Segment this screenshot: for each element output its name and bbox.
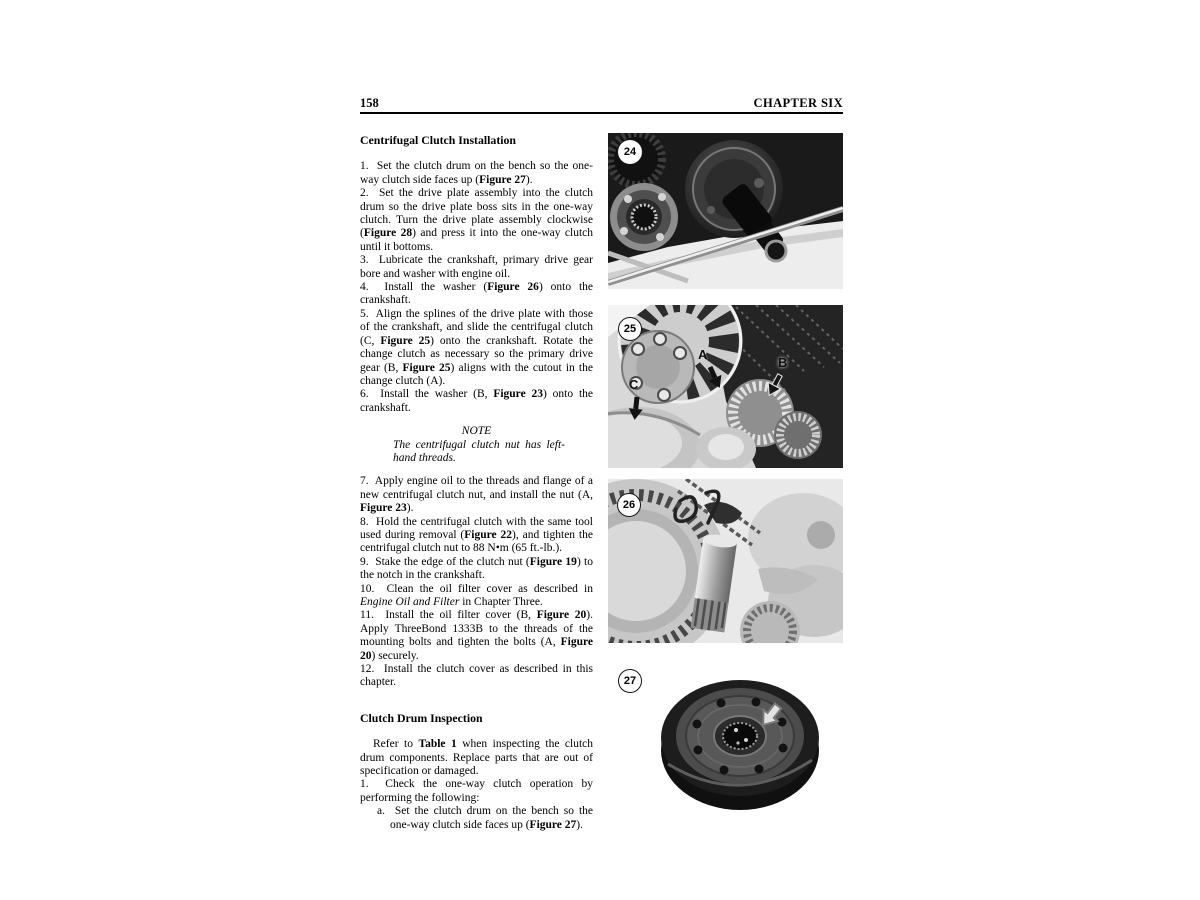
figure-24-number-badge: 24 [618,140,642,164]
figure-27-number-badge: 27 [618,669,642,693]
primary-gear-photo-art [608,479,843,643]
section-heading-installation: Centrifugal Clutch Installation [360,133,516,147]
install-step-11: 11. Install the oil filter cover (B, Figure 20). Apply ThreeBond 1333B to the threads of the mounting bolts and tighten the bolts (A, Figure 20) securely. [360,609,593,662]
install-step-10: 10. Clean the oil filter cover as described in Engine Oil and Filter in Chapter Three. [360,582,593,608]
install-step-9: 9. Stake the edge of the clutch nut (Figure 19) to the notch in the crankshaft. [360,555,593,582]
figure-25-photo [608,305,843,468]
figure-26-photo [608,479,843,643]
figure-26-number-badge: 26 [617,493,641,517]
install-step-4: 4. Install the washer (Figure 26) onto the crankshaft. [360,281,594,307]
note-label: NOTE [461,425,492,438]
text-column [360,134,593,832]
install-step-7: 7. Apply engine oil to the threads and flange of a new centrifugal clutch nut, and install the nut (A, Figure 23). [360,475,593,515]
page-number: 158 [360,96,379,110]
inspection-intro: Refer to Table 1 when inspecting the clutch drum components. Replace parts that are out of specification or damaged. [360,738,594,778]
note-body: The centrifugal clutch nut has left-hand threads. [393,438,565,464]
inspection-step-1: 1. Check the one-way clutch operation by performing the following: [360,778,593,804]
install-step-2: 2. Set the drive plate assembly into the clutch drum so the drive plate boss sits in the one-way clutch. Turn the drive plate assembly clockwise (Figure 28) and press it into the one-way clutch until it bottoms. [360,187,593,253]
clutch-drum-photo-art [608,666,843,824]
header-rule [360,112,843,114]
figure-25-number-badge: 25 [618,317,642,341]
install-step-12: 12. Install the clutch cover as described in this chapter. [360,663,593,689]
figure-25-callout-a: A [698,347,708,362]
install-step-1: 1. Set the clutch drum on the bench so the one-way clutch side faces up (Figure 27). [360,160,593,186]
install-step-8: 8. Hold the centrifugal clutch with the same tool used during removal (Figure 22), and tighten the centrifugal clutch nut to 88 N•m (65 ft.-lb.). [360,515,593,555]
figure-25-callout-b: B [778,355,788,370]
install-step-6: 6. Install the washer (B, Figure 23) onto the crankshaft. [360,388,593,414]
figure-25-callout-c: C [629,377,639,392]
install-step-5: 5. Align the splines of the drive plate with those of the crankshaft, and slide the centrifugal clutch (C, Figure 25) onto the crankshaft. Rotate the change clutch as necessary so the primary drive gear (B, Figure 25) aligns with the cutout in the change clutch (A). [360,307,593,387]
install-step-3: 3. Lubricate the crankshaft, primary drive gear bore and washer with engine oil. [360,254,593,280]
section-heading-inspection: Clutch Drum Inspection [360,710,483,725]
figure-24-photo [608,133,843,289]
chapter-title: CHAPTER SIX [753,96,843,110]
figure-27-photo [608,666,843,824]
centrifugal-clutch-photo-art [608,305,843,468]
clutch-tool-photo-art [608,133,843,289]
inspection-substep-a: a. Set the clutch drum on the bench so the one-way clutch side faces up (Figure 27). [377,805,593,831]
